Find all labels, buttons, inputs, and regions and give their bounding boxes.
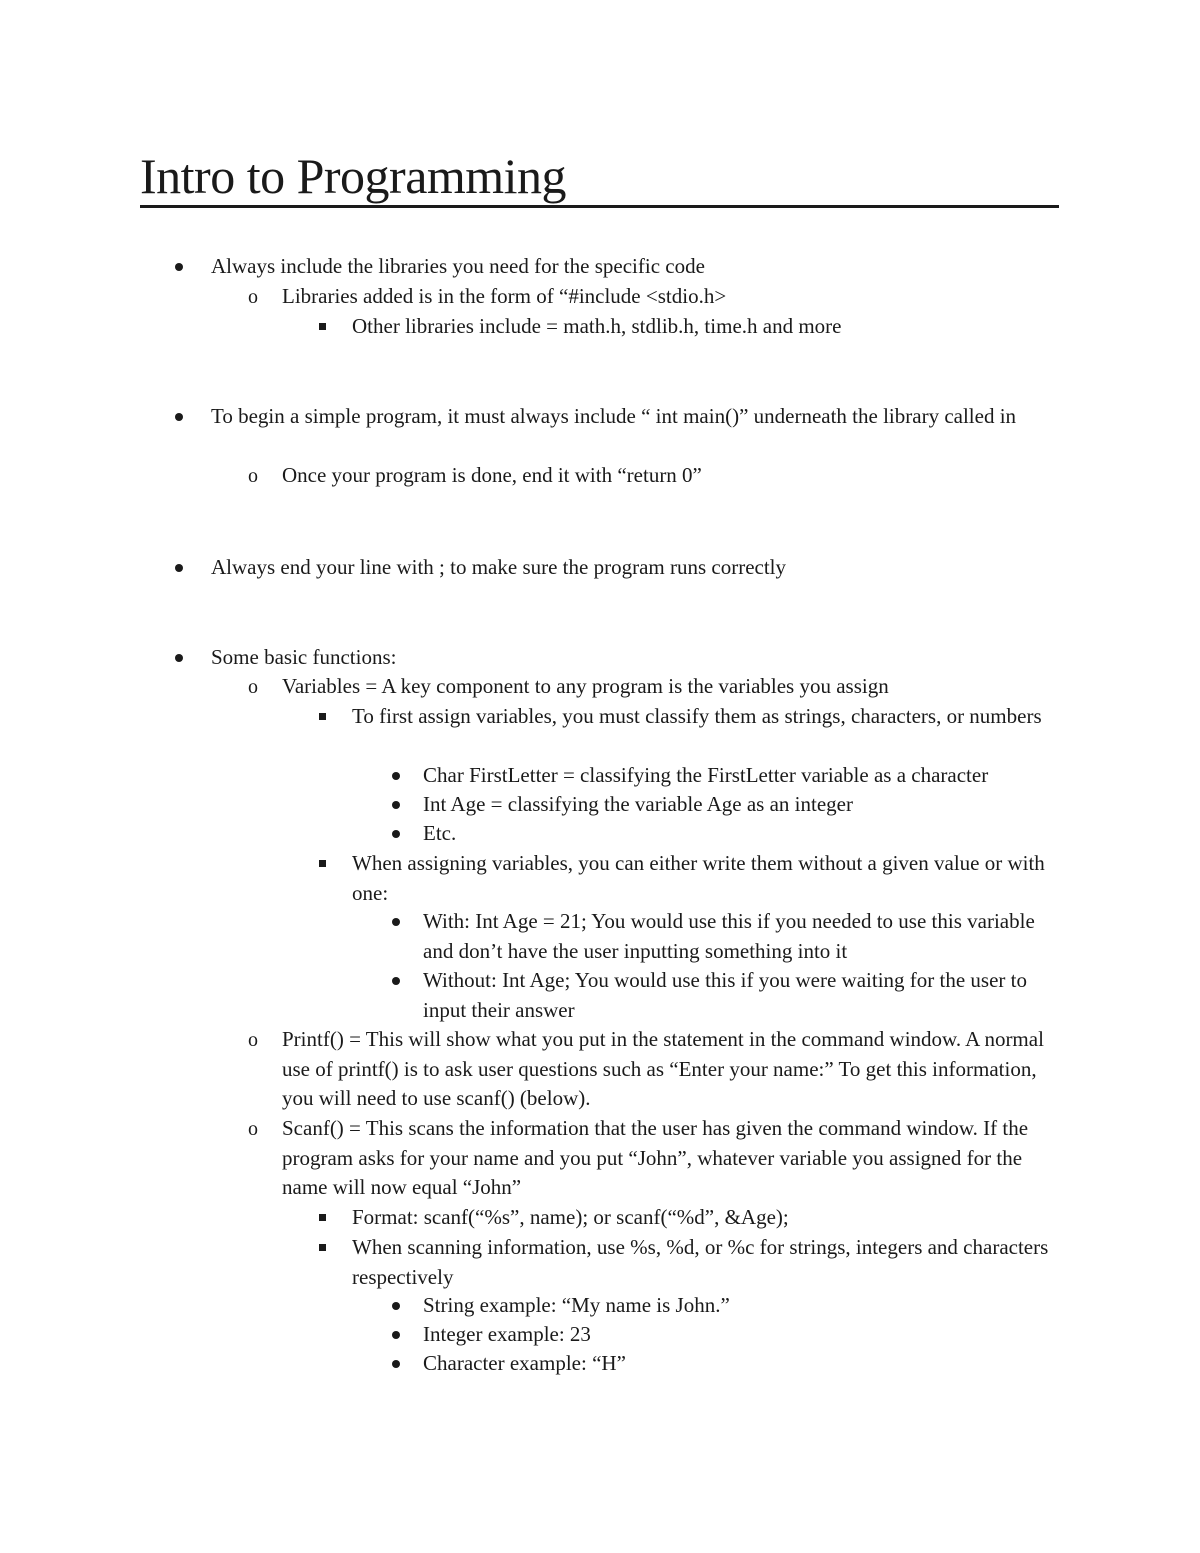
bullet-disc-icon bbox=[392, 1331, 400, 1339]
list-item-text: Without: Int Age; You would use this if you were waiting for the user to input their answer bbox=[423, 968, 1028, 1022]
list-item bbox=[352, 1203, 1072, 1233]
list-item bbox=[423, 1320, 1073, 1350]
list-item bbox=[248, 282, 1072, 312]
list-item bbox=[423, 819, 1073, 849]
list-item-text: When scanning information, use %s, %d, or %c for strings, integers and characters respectively bbox=[352, 1235, 1049, 1289]
list-item bbox=[248, 672, 1072, 702]
bullet-square-icon bbox=[319, 323, 326, 330]
list-item-text: Some basic functions: bbox=[211, 645, 397, 669]
list-item-text: Once your program is done, end it with “return 0” bbox=[282, 463, 702, 487]
bullet-square-icon bbox=[319, 713, 326, 720]
bullet-square-icon bbox=[319, 860, 326, 867]
bullet-disc-icon bbox=[392, 918, 400, 926]
bullet-disc-icon bbox=[392, 830, 400, 838]
list-item-text: Libraries added is in the form of “#include <stdio.h> bbox=[282, 284, 727, 308]
bullet-disc-icon bbox=[175, 413, 183, 421]
list-item bbox=[423, 907, 1053, 966]
bullet-disc-icon bbox=[175, 263, 183, 271]
list-item bbox=[423, 790, 1073, 820]
list-item bbox=[248, 461, 1072, 491]
bullet-circle-icon: o bbox=[248, 676, 258, 698]
list-item bbox=[423, 761, 1073, 791]
list-item-text: To first assign variables, you must classify them as strings, characters, or numbers bbox=[352, 704, 1042, 728]
bullet-circle-icon: o bbox=[248, 286, 258, 308]
bullet-circle-icon: o bbox=[248, 1118, 258, 1140]
list-item-text: Etc. bbox=[423, 821, 457, 845]
list-item bbox=[248, 1025, 1057, 1114]
list-item bbox=[423, 1349, 1073, 1379]
list-item-text: Scanf() = This scans the information that the user has given the command window. If the program asks for your name and you put “John”, whatever variable you assigned for the name will now equal “John” bbox=[282, 1116, 1029, 1200]
bullet-disc-icon bbox=[392, 1360, 400, 1368]
list-item-text: Int Age = classifying the variable Age as an integer bbox=[423, 792, 853, 816]
bullet-disc-icon bbox=[392, 801, 400, 809]
list-item bbox=[211, 402, 1041, 432]
list-item-text: Always include the libraries you need for the specific code bbox=[211, 254, 705, 278]
bullet-square-icon bbox=[319, 1244, 326, 1251]
list-item bbox=[211, 643, 1071, 673]
bullet-disc-icon bbox=[392, 772, 400, 780]
page-title: Intro to Programming bbox=[140, 148, 567, 204]
list-item-text: When assigning variables, you can either write them without a given value or with one: bbox=[352, 851, 1045, 905]
list-item-text: String example: “My name is John.” bbox=[423, 1293, 730, 1317]
list-item bbox=[423, 1291, 1073, 1321]
bullet-disc-icon bbox=[392, 1302, 400, 1310]
bullet-disc-icon bbox=[392, 977, 400, 985]
list-item-text: Character example: “H” bbox=[423, 1351, 626, 1375]
list-item-text: Other libraries include = math.h, stdlib.h, time.h and more bbox=[352, 314, 842, 338]
list-item-text: Always end your line with ; to make sure the program runs correctly bbox=[211, 555, 787, 579]
list-item-text: Char FirstLetter = classifying the FirstLetter variable as a character bbox=[423, 763, 989, 787]
list-item-text: Integer example: 23 bbox=[423, 1322, 591, 1346]
list-item bbox=[352, 312, 1072, 342]
list-item bbox=[211, 553, 1071, 583]
bullet-square-icon bbox=[319, 1214, 326, 1221]
bullet-circle-icon: o bbox=[248, 1029, 258, 1051]
list-item bbox=[248, 1114, 1067, 1203]
bullet-circle-icon: o bbox=[248, 465, 258, 487]
list-item bbox=[352, 702, 1057, 732]
list-item bbox=[352, 849, 1067, 908]
list-item-text: To begin a simple program, it must always include “ int main()” underneath the library called in bbox=[211, 404, 1017, 428]
title-underline bbox=[140, 205, 1059, 208]
list-item bbox=[211, 252, 1071, 282]
list-item-text: Variables = A key component to any program is the variables you assign bbox=[282, 674, 889, 698]
bullet-disc-icon bbox=[175, 654, 183, 662]
list-item-text: Format: scanf(“%s”, name); or scanf(“%d”, &Age); bbox=[352, 1205, 789, 1229]
bullet-disc-icon bbox=[175, 564, 183, 572]
list-item bbox=[423, 966, 1053, 1025]
list-item-text: Printf() = This will show what you put in the statement in the command window. A normal use of printf() is to ask user questions such as “Enter your name:” To get this information, you will need to use scanf() (below). bbox=[282, 1027, 1044, 1111]
list-item-text: With: Int Age = 21; You would use this if you needed to use this variable and don’t have the user inputting something into it bbox=[423, 909, 1035, 963]
list-item bbox=[352, 1233, 1057, 1292]
